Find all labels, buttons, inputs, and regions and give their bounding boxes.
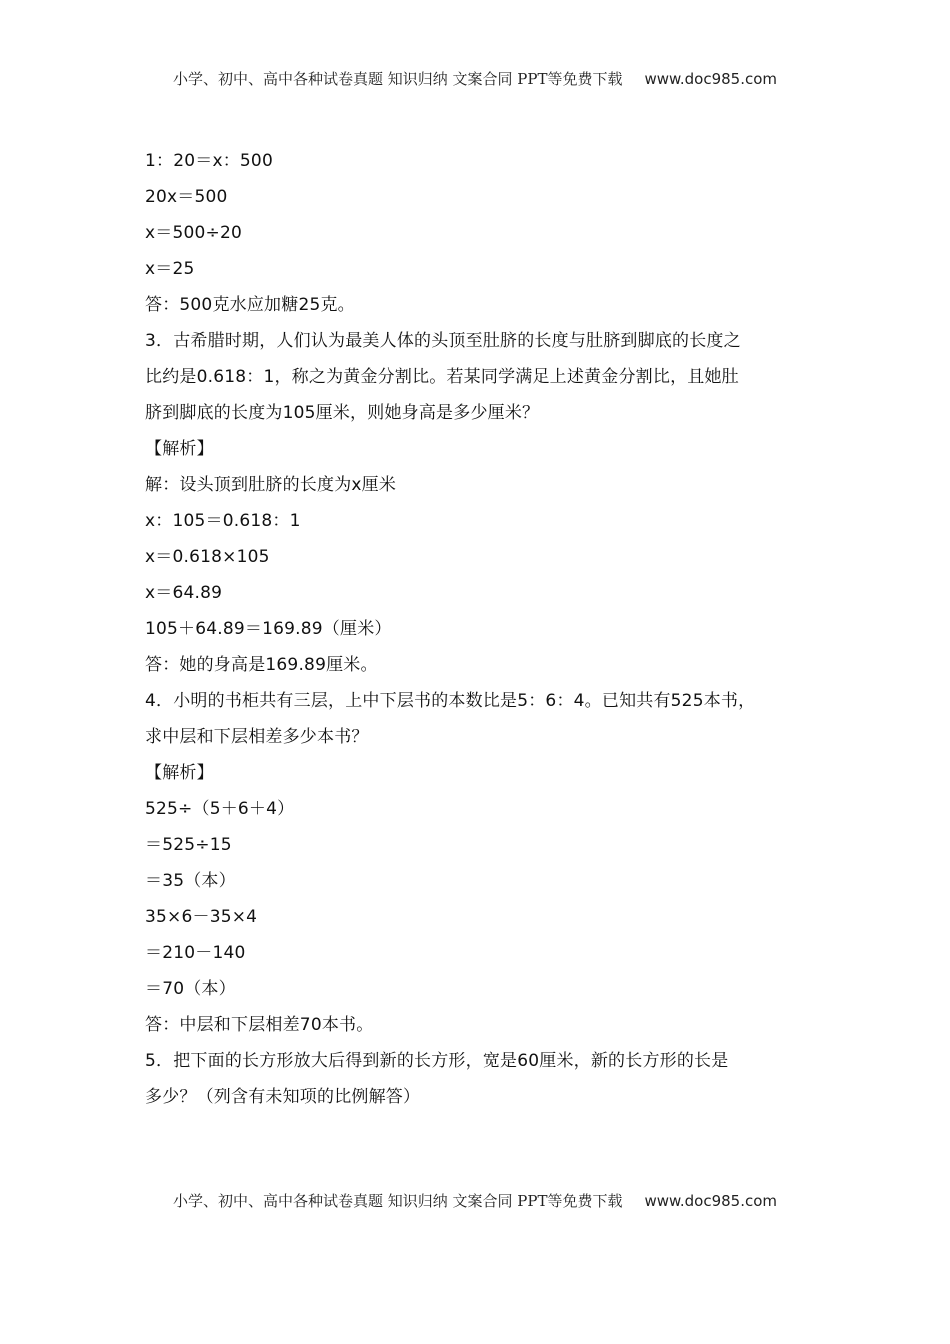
answer-line: 答：500克水应加糖25克。 bbox=[145, 295, 355, 315]
footer-slogan: 小学、初中、高中各种试卷真题 知识归纳 文案合同 PPT等免费下载 bbox=[172, 1192, 623, 1210]
question-3-line: 3．古希腊时期，人们认为最美人体的头顶至肚脐的长度与肚脐到脚底的长度之 bbox=[145, 331, 741, 351]
footer-site-link[interactable]: www.doc985.com bbox=[644, 1192, 778, 1210]
text-line: x＝64.89 bbox=[145, 583, 223, 603]
document-body bbox=[145, 143, 815, 1115]
question-5-line: 5．把下面的长方形放大后得到新的长方形，宽是60厘米，新的长方形的长是 bbox=[145, 1051, 729, 1071]
text-line: ＝210－140 bbox=[145, 943, 246, 963]
question-4-line: 求中层和下层相差多少本书？ bbox=[145, 727, 369, 747]
question-5-line: 多少？（列含有未知项的比例解答） bbox=[145, 1087, 421, 1107]
text-line: 525÷（5＋6＋4） bbox=[145, 799, 295, 819]
answer-line: 答：她的身高是169.89厘米。 bbox=[145, 655, 378, 675]
analysis-heading: 【解析】 bbox=[145, 763, 214, 783]
text-line: 105＋64.89＝169.89（厘米） bbox=[145, 619, 392, 639]
text-line: ＝70（本） bbox=[145, 979, 236, 999]
analysis-heading: 【解析】 bbox=[145, 439, 214, 459]
text-line: 35×6－35×4 bbox=[145, 907, 258, 927]
answer-line: 答：中层和下层相差70本书。 bbox=[145, 1015, 374, 1035]
header-site-link[interactable]: www.doc985.com bbox=[644, 70, 778, 88]
text-line: 20x＝500 bbox=[145, 187, 228, 207]
text-line: ＝525÷15 bbox=[145, 835, 232, 855]
page-header bbox=[0, 68, 950, 89]
text-line: 解：设头顶到肚脐的长度为x厘米 bbox=[145, 475, 397, 495]
question-3-line: 脐到脚底的长度为105厘米，则她身高是多少厘米？ bbox=[145, 403, 540, 423]
question-4-line: 4．小明的书柜共有三层，上中下层书的本数比是5：6：4。已知共有525本书， bbox=[145, 691, 756, 711]
text-line: 1：20＝x：500 bbox=[145, 151, 273, 171]
page-footer bbox=[0, 1190, 950, 1211]
question-3-line: 比约是0.618：1，称之为黄金分割比。若某同学满足上述黄金分割比，且她肚 bbox=[145, 367, 739, 387]
text-line: x＝0.618×105 bbox=[145, 547, 270, 567]
header-slogan: 小学、初中、高中各种试卷真题 知识归纳 文案合同 PPT等免费下载 bbox=[172, 70, 623, 88]
text-line: x：105＝0.618：1 bbox=[145, 511, 301, 531]
text-line: x＝25 bbox=[145, 259, 195, 279]
text-line: ＝35（本） bbox=[145, 871, 236, 891]
text-line: x＝500÷20 bbox=[145, 223, 242, 243]
